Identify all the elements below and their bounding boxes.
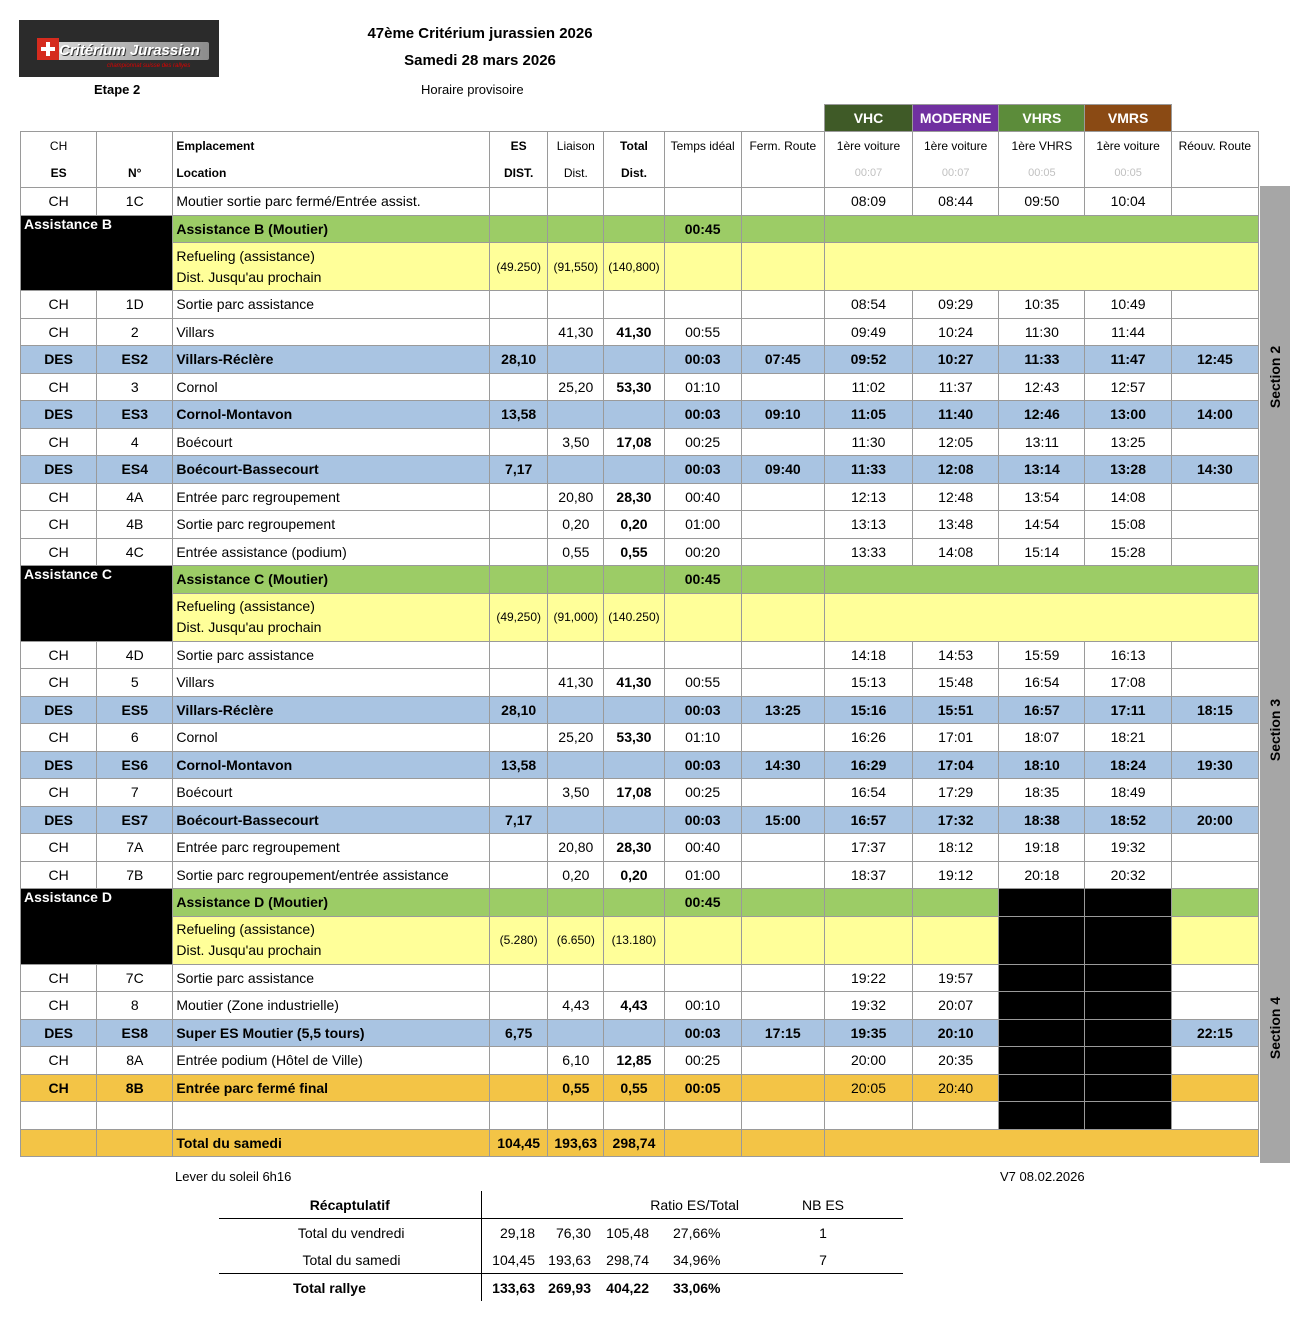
time-control-row: CH 7 Boécourt 3,50 17,08 00:25 16:54 17:29 18:35 18:49	[21, 779, 1259, 807]
col-ferm-route: Ferm. Route	[741, 132, 824, 160]
assistance-row: Assistance B Assistance B (Moutier) 00:45	[21, 215, 1259, 243]
sunrise-note: Lever du soleil 6h16	[175, 1169, 292, 1184]
time-control-row: CH 1C Moutier sortie parc fermé/Entrée assist. 08:09 08:44 09:50 10:04	[21, 188, 1259, 216]
time-control-row: CH 8A Entrée podium (Hôtel de Ville) 6,10 12,85 00:25 20:00 20:35	[21, 1047, 1259, 1075]
col-vhc-first: 1ère voiture	[824, 132, 912, 160]
category-moderne: MODERNE	[913, 105, 999, 132]
special-stage-row: DES ES5 Villars-Réclère 28,10 00:03 13:25 15:16 15:51 16:57 17:11 18:15	[21, 696, 1259, 724]
special-stage-row: DES ES3 Cornol-Montavon 13,58 00:03 09:10 11:05 11:40 12:46 13:00 14:00	[21, 401, 1259, 429]
special-stage-row: DES ES6 Cornol-Montavon 13,58 00:03 14:30 16:29 17:04 18:10 18:24 19:30	[21, 751, 1259, 779]
col-reouv-route: Réouv. Route	[1171, 132, 1258, 160]
col-moderne-first: 1ère voiture	[913, 132, 999, 160]
recap-nb-header: NB ES	[801, 1196, 844, 1213]
offset-vhc: 00:07	[824, 160, 912, 188]
col-es-label: ES	[21, 160, 97, 188]
time-control-row: CH 3 Cornol 25,20 53,30 01:10 11:02 11:37 12:43 12:57	[21, 373, 1259, 401]
swiss-flag-icon	[37, 38, 59, 60]
col-vhrs-first: 1ère VHRS	[999, 132, 1085, 160]
section-3-label: Section 3	[1260, 567, 1290, 893]
timetable	[20, 104, 1259, 1157]
col-es-dist: DIST.	[490, 160, 548, 188]
offset-moderne: 00:07	[913, 160, 999, 188]
rally-logo: Critérium Jurassien championnat suisse des rallyes	[19, 20, 219, 77]
col-es: ES	[490, 132, 548, 160]
assistance-row: Assistance C Assistance C (Moutier) 00:45	[21, 566, 1259, 594]
time-control-row: CH 8 Moutier (Zone industrielle) 4,43 4,43 00:10 19:32 20:07	[21, 992, 1259, 1020]
col-ch: CH	[21, 132, 97, 160]
assistance-label: Assistance B	[21, 215, 173, 291]
time-control-row: CH 2 Villars 41,30 41,30 00:55 09:49 10:24 11:30 11:44	[21, 318, 1259, 346]
col-total: Total	[604, 132, 664, 160]
version-note: V7 08.02.2026	[1000, 1169, 1085, 1184]
recap-title: Récaptulatif	[219, 1191, 481, 1219]
special-stage-row: DES ES2 Villars-Réclère 28,10 00:03 07:45 09:52 10:27 11:33 11:47 12:45	[21, 346, 1259, 374]
time-control-row: CH 4 Boécourt 3,50 17,08 00:25 11:30 12:05 13:11 13:25	[21, 428, 1259, 456]
offset-vhrs: 00:05	[999, 160, 1085, 188]
assistance-row: Assistance D Assistance D (Moutier) 00:45	[21, 889, 1259, 917]
section-4-label: Section 4	[1260, 893, 1290, 1163]
time-control-row: CH 7A Entrée parc regroupement 20,80 28,30 00:40 17:37 18:12 19:18 19:32	[21, 834, 1259, 862]
page-date: Samedi 28 mars 2026	[404, 52, 556, 69]
recap-row: Total rallye 133,63 269,93 404,22 33,06%	[219, 1274, 903, 1302]
refueling-row: Refueling (assistance) Dist. Jusqu'au prochain (49,250) (91,000) (140.250)	[21, 593, 1259, 641]
recap-table	[219, 1191, 903, 1301]
recap-ratio-header: Ratio ES/Total	[650, 1196, 739, 1213]
category-vhc: VHC	[824, 105, 912, 132]
time-control-row: CH 7C Sortie parc assistance 19:22 19:57	[21, 964, 1259, 992]
special-stage-row: DES ES8 Super ES Moutier (5,5 tours) 6,75 00:03 17:15 19:35 20:10 22:15	[21, 1019, 1259, 1047]
time-control-row: CH 4C Entrée assistance (podium) 0,55 0,55 00:20 13:33 14:08 15:14 15:28	[21, 538, 1259, 566]
special-stage-row: DES ES7 Boécourt-Bassecourt 7,17 00:03 15:00 16:57 17:32 18:38 18:52 20:00	[21, 806, 1259, 834]
page-title: 47ème Critérium jurassien 2026	[367, 25, 593, 42]
assistance-label: Assistance C	[21, 566, 173, 642]
schedule-status: Horaire provisoire	[421, 82, 524, 97]
time-control-row: CH 1D Sortie parc assistance 08:54 09:29 10:35 10:49	[21, 291, 1259, 319]
col-location: Location	[173, 160, 490, 188]
etape-label: Etape 2	[94, 82, 141, 97]
recap-row: Total du samedi 104,45 193,63 298,74 34,96% 7	[219, 1246, 903, 1274]
refueling-row: Refueling (assistance) Dist. Jusqu'au prochain (5.280) (6.650) (13.180)	[21, 916, 1259, 964]
offset-vmrs: 00:05	[1085, 160, 1171, 188]
special-stage-row: DES ES4 Boécourt-Bassecourt 7,17 00:03 09:40 11:33 12:08 13:14 13:28 14:30	[21, 456, 1259, 484]
assistance-label: Assistance D	[21, 889, 173, 965]
time-control-row: CH 4A Entrée parc regroupement 20,80 28,30 00:40 12:13 12:48 13:54 14:08	[21, 483, 1259, 511]
col-temps-ideal: Temps idéal	[664, 132, 741, 160]
col-vmrs-first: 1ère voiture	[1085, 132, 1171, 160]
recap-row: Total du vendredi 29,18 76,30 105,48 27,66% 1	[219, 1219, 903, 1247]
col-liaison-dist: Dist.	[548, 160, 604, 188]
section-2-label: Section 2	[1260, 186, 1290, 567]
col-number: N°	[97, 160, 173, 188]
col-liaison: Liaison	[548, 132, 604, 160]
refueling-row: Refueling (assistance) Dist. Jusqu'au prochain (49.250) (91,550) (140,800)	[21, 243, 1259, 291]
time-control-row: CH 4D Sortie parc assistance 14:18 14:53 15:59 16:13	[21, 641, 1259, 669]
time-control-row: CH 7B Sortie parc regroupement/entrée assistance 0,20 0,20 01:00 18:37 19:12 20:18 20:32	[21, 861, 1259, 889]
time-control-row: CH 5 Villars 41,30 41,30 00:55 15:13 15:48 16:54 17:08	[21, 669, 1259, 697]
category-vmrs: VMRS	[1085, 105, 1171, 132]
time-control-row: CH 8B Entrée parc fermé final 0,55 0,55 00:05 20:05 20:40	[21, 1074, 1259, 1102]
time-control-row: CH 6 Cornol 25,20 53,30 01:10 16:26 17:01 18:07 18:21	[21, 724, 1259, 752]
total-row: Total du samedi 104,45 193,63 298,74	[21, 1129, 1259, 1157]
col-emplacement: Emplacement	[173, 132, 490, 160]
col-total-dist: Dist.	[604, 160, 664, 188]
category-vhrs: VHRS	[999, 105, 1085, 132]
time-control-row: CH 4B Sortie parc regroupement 0,20 0,20 01:00 13:13 13:48 14:54 15:08	[21, 511, 1259, 539]
